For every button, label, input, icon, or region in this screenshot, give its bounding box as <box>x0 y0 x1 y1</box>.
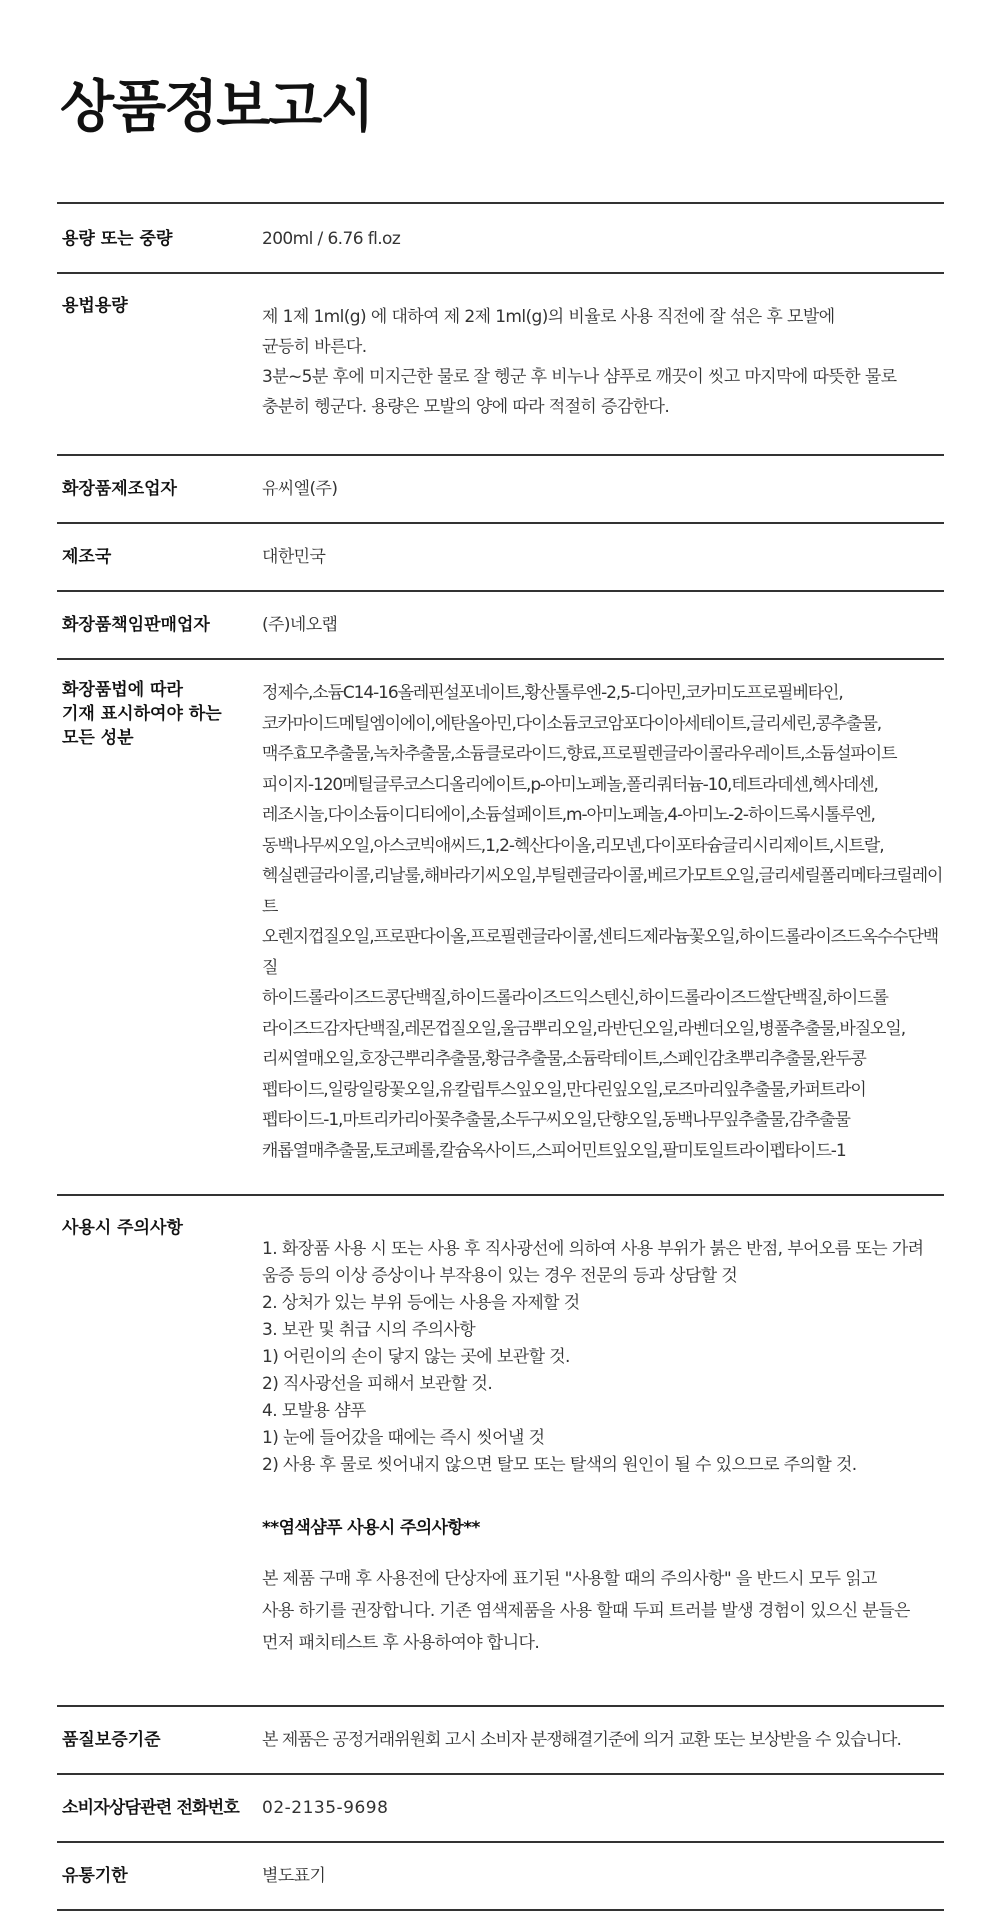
row-value: (주)네오랩 <box>262 615 338 635</box>
row-value: 유씨엘(주) <box>262 479 338 499</box>
row-ingredients <box>57 660 944 1196</box>
row-expiry <box>57 1843 944 1911</box>
row-usage <box>57 274 944 456</box>
row-label: 제조국 <box>62 547 112 567</box>
row-volume <box>57 204 944 274</box>
row-manufacturer <box>57 456 944 524</box>
row-quality <box>57 1707 944 1775</box>
row-caution <box>57 1196 944 1707</box>
caution-list: 1. 화장품 사용 시 또는 사용 후 직사광선에 의하여 사용 부위가 붉은 반점, 부어오름 또는 가려 움증 등의 이상 증상이나 부작용이 있는 경우 전문의 등과 상담할 것 2. 상처가 있는 부위 등에는 사용을 자제할 것 3. 보관 및 취급 시의 주의사항 1) 어린이의 손이 닿지 않는 곳에 보관할 것. 2) 직사광선을 피해서 보관할 것. 4. 모발용 샴푸 1) 눈에 들어갔을 때에는 즉시 씻어낼 것 2) 사용 후 물로 씻어내지 않으면 탈모 또는 탈색의 원인이 될 수 있으므로 주의할 것. <box>262 1239 924 1475</box>
row-value: 제 1제 1ml(g) 에 대하여 제 2제 1ml(g)의 비율로 사용 직전에 잘 섞은 후 모발에 균등히 바른다. 3분~5분 후에 미지근한 물로 잘 헹군 후 비누나 샴푸로 깨끗이 씻고 마지막에 따뜻한 물로 충분히 헹군다. 용량은 모발의 양에 따라 적절히 증감한다. <box>262 307 897 417</box>
row-value <box>262 1216 944 1679</box>
row-label: 화장품책임판매업자 <box>62 615 210 635</box>
row-label: 사용시 주의사항 <box>62 1218 183 1238</box>
dye-caution-body: 본 제품 구매 후 사용전에 단상자에 표기된 "사용할 때의 주의사항" 을 반드시 모두 읽고 사용 하기를 권장합니다. 기존 염색제품을 사용 할때 두피 트러블 발생 경험이 있으신 분들은 먼저 패치테스트 후 사용하여야 합니다. <box>262 1569 910 1653</box>
product-info-table <box>57 202 944 1911</box>
row-label: 소비자상담관련 전화번호 <box>62 1798 239 1818</box>
page-title: 상품정보고시 <box>60 75 373 140</box>
row-value: 정제수,소듐C14-16올레핀설포네이트,황산톨루엔-2,5-디아민,코카미도프로필베타인, 코카마이드메틸엠이에이,에탄올아민,다이소듐코코암포다이아세테이트,글리세린,콩추출물, 맥주효모추출물,녹차추출물,소듐클로라이드,향료,프로필렌글라이콜라우레이트,소듐설파이트 피이지-120메틸글루코스디올리에이트,p-아미노페놀,폴리쿼터늄-10,테트라데센,헥사데센, 레조시놀,다이소듐이디티에이,소듐설페이트,m-아미노페놀,4-아미노-2-하이드록시톨루엔, 동백나무씨오일,아스코빅애씨드,1,2-헥산다이올,리모넨,다이포타슘글리시리제이트,시트랄, 헥실렌글라이콜,리날룰,해바라기씨오일,부틸렌글라이콜,베르가모트오일,글리세릴폴리메타크릴레이트 오렌지껍질오일,프로판다이올,프로필렌글라이콜,센티드제라늄꽃오일,하이드롤라이즈드옥수수단백질 하이드롤라이즈드콩단백질,하이드롤라이즈드익스텐신,하이드롤라이즈드쌀단백질,하이드롤 라이즈드감자단백질,레몬껍질오일,울금뿌리오일,라반딘오일,라벤더오일,병풀추출물,바질오일, 리씨열매오일,호장근뿌리추출물,황금추출물,소듐락테이트,스페인감초뿌리추출물,완두콩 펩타이드,일랑일랑꽃오일,유칼립투스잎오일,만다린잎오일,로즈마리잎추출물,카퍼트라이 펩타이드-1,마트리카리아꽃추출물,소두구씨오일,단향오일,동백나무잎추출물,감추출물 캐롭열매추출물,토코페롤,칼슘옥사이드,스피어민트잎오일,팔미토일트라이펩타이드-1 <box>262 683 943 1161</box>
row-label: 용량 또는 중량 <box>62 229 173 249</box>
row-label: 용법용량 <box>62 296 128 316</box>
row-label: 유통기한 <box>62 1866 128 1886</box>
row-value: 200ml / 6.76 fl.oz <box>262 229 401 249</box>
row-value: 별도표기 <box>262 1866 326 1886</box>
row-label: 품질보증기준 <box>62 1730 161 1750</box>
row-value: 대한민국 <box>262 547 326 567</box>
row-label: 화장품법에 따라 기재 표시하여야 하는 모든 성분 <box>62 680 222 748</box>
row-country <box>57 524 944 592</box>
row-value: 02-2135-9698 <box>262 1798 389 1818</box>
row-label: 화장품제조업자 <box>62 479 177 499</box>
row-seller <box>57 592 944 660</box>
dye-caution-title: **염색샴푸 사용시 주의사항** <box>262 1518 480 1538</box>
row-value: 본 제품은 공정거래위원회 고시 소비자 분쟁해결기준에 의거 교환 또는 보상받을 수 있습니다. <box>262 1730 901 1750</box>
row-phone <box>57 1775 944 1843</box>
